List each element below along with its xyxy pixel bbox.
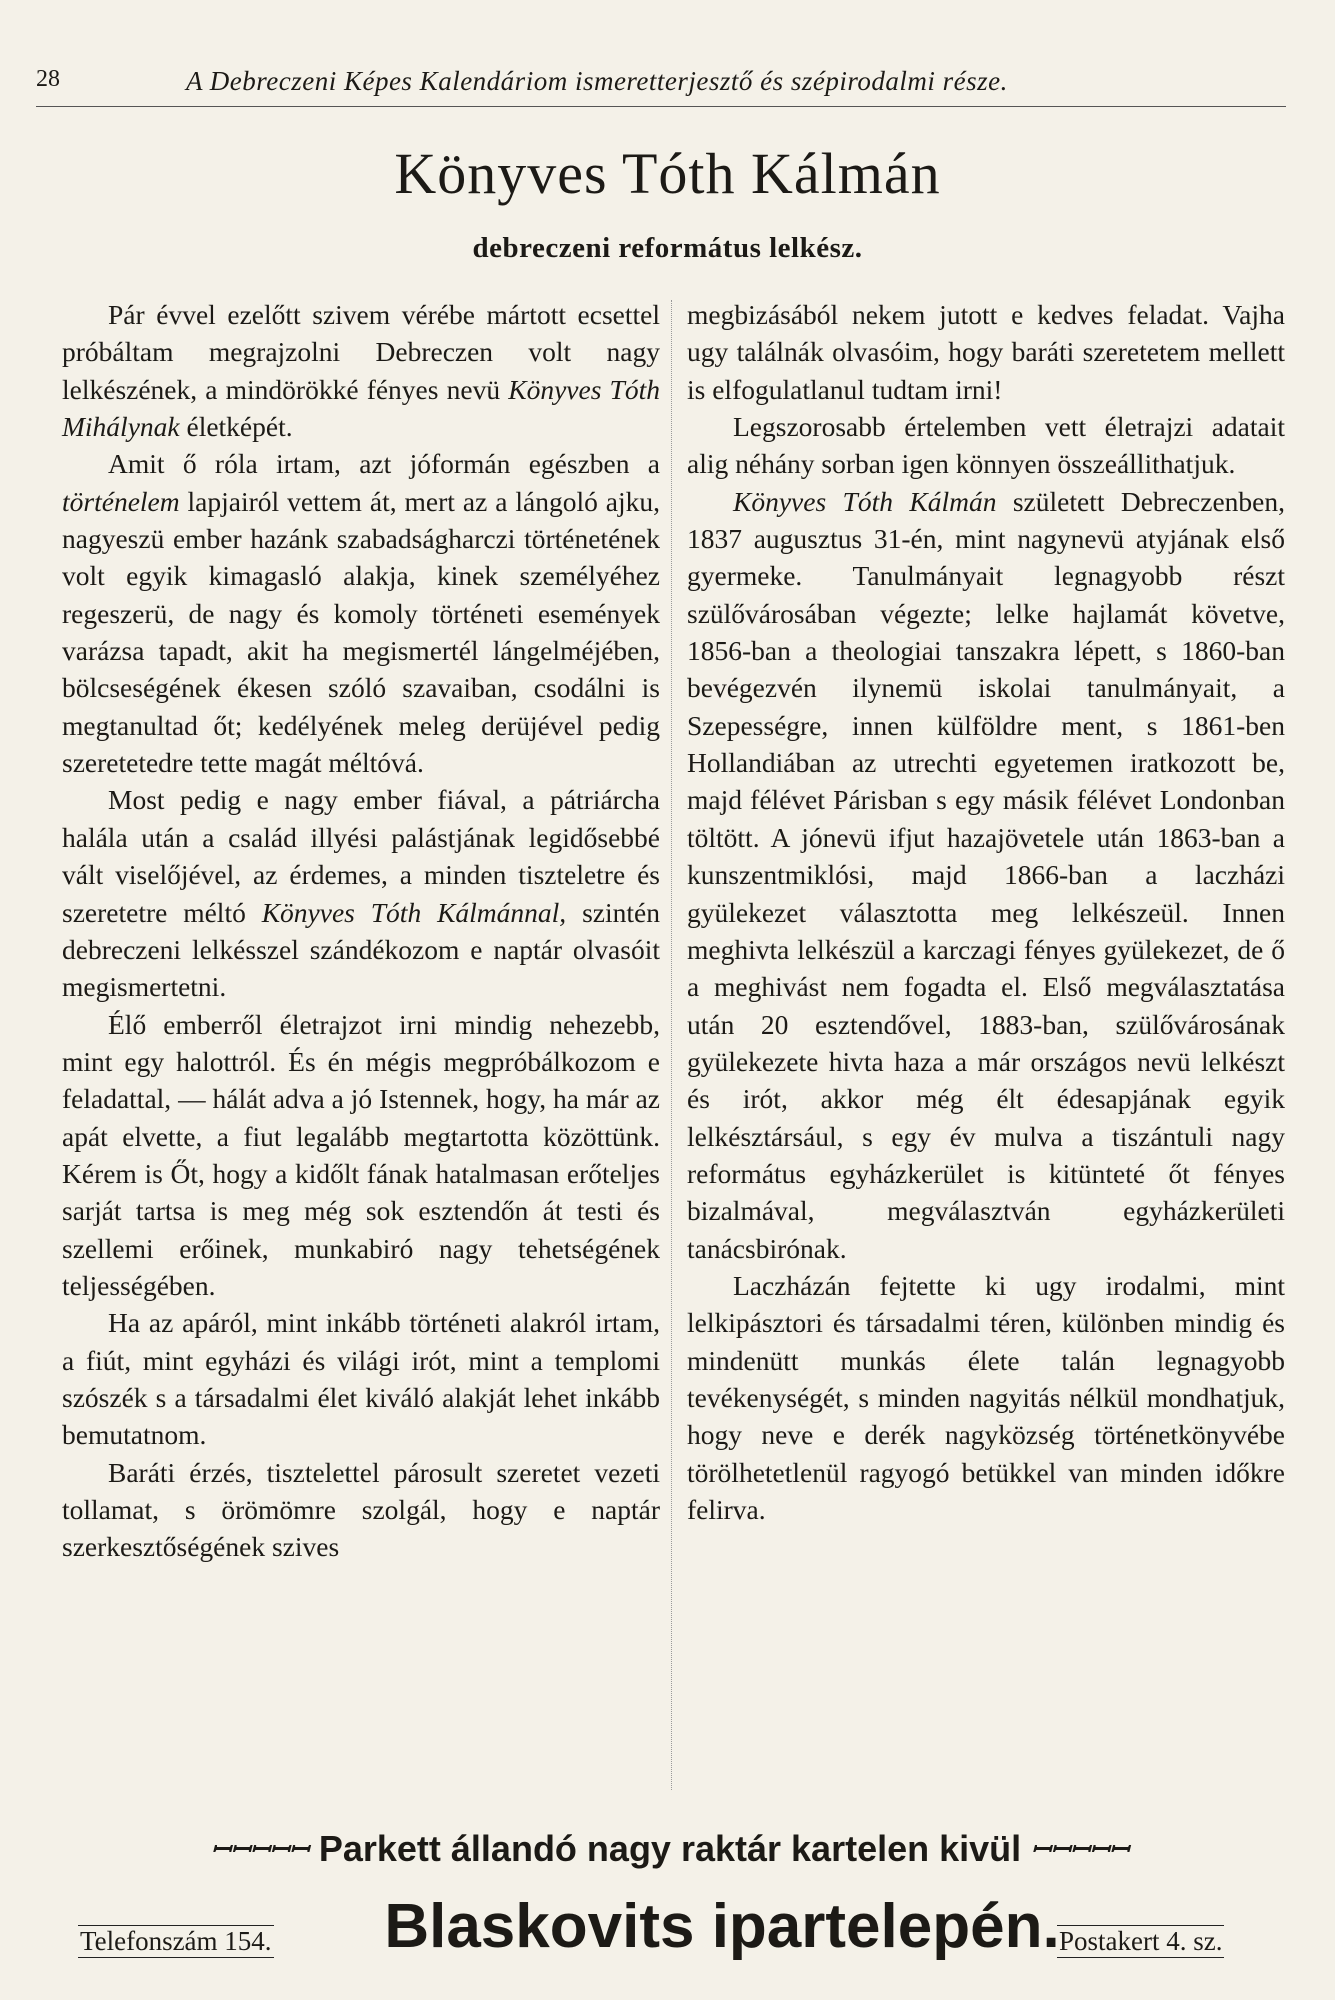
ornament: ꟷꟷꟷꟷꟷ [1031, 1837, 1129, 1864]
article-title: Könyves Tóth Kálmán [394, 141, 941, 206]
ad-phone: Telefonszám 154. [80, 1926, 272, 1956]
paragraph: Amit ő róla irtam, azt jóformán egészben a történelem lapjairól vettem át, mert az a lángoló ajku, nagyeszü ember hazánk szabadságharczi történetének volt egyik kimagasló alakja, kinek személyéhez regeszerü, de nagy és komoly történeti események varázsa tapadt, akit ha megismertél lángelméjében, bölcseségének ékesen szóló szavaiban, csodálni is megtanultad őt; kedélyének meleg derüjével pedig szeretetedre tette magát méltóvá. [62, 448, 660, 779]
advertisement-line [80, 1828, 1260, 1882]
ad-address: Postakert 4. sz. [1059, 1926, 1223, 1956]
ad-headline: Parkett állandó nagy raktár kartelen kivül [318, 1828, 1022, 1869]
paragraph: Könyves Tóth Kálmán született Debreczenben, 1837 augusztus 31-én, mint nagynevü atyjának első gyermeke. Tanulmányait legnagyobb részt szülővárosában végezte; lelke hajlamát követve, 1856-ban a theologiai tanszakra lépett, s 1860-ban bevégezvén ilynemü iskolai tanulmányait, a Szepességre, innen külföldre ment, s 1861-ben Hollandiában az utrechti egyetemen iratkozott be, majd félévet Párisban s egy másik félévet Londonban töltött. A jónevü ifjut hazajövetele után 1863-ban a kunszentmiklósi, majd 1866-ban a laczházi gyülekezet választotta meg lelkészeül. Innen meghivta lelkészül a karczagi fényes gyülekezet, de ő a meghivást nem fogadta el. Első megválasztatása után 20 esztendővel, 1883-ban, szülővárosának gyülekezete hivta haza a már országos nevü lelkészt és irót, akkor még élt édesapjának egyik lelkésztársául, s egy év mulva a tiszántuli nagy református egyházkerület is kitünteté őt fényes bizalmával, megválasztván egyházkerületi tanácsbirónak. [687, 485, 1285, 1264]
paragraph: Élő emberről életrajzot irni mindig nehezebb, mint egy halottról. És én mégis megpróbálkozom e feladattal, — hálát adva a jó Istennek, hogy, ha már az apát elvette, a fiut legalább megtartotta közöttünk. Kérem is Őt, hogy a kidőlt fának hatalmasan erőteljes sarját tartsa is meg még sok esztendőn át testi és szellemi erőinek, munkabiró nagy tehetségének teljességében. [62, 1008, 660, 1301]
column-divider [671, 300, 672, 1790]
paragraph: Pár évvel ezelőtt szivem vérébe mártott ecsettel próbáltam megrajzolni Debreczen volt nagy lelkészének, a mindörökké fényes nevü Könyves Tóth Mihálynak életképét. [62, 299, 660, 443]
paragraph: Most pedig e nagy ember fiával, a pátriárcha halála után a család illyési palástjának legidősebbé vált viselőjével, az érdemes, a minden tiszteletre és szeretetre méltó Könyves Tóth Kálmánnal, szintén debreczeni lelkésszel szándékozom e naptár olvasóit megismertetni. [62, 784, 660, 1003]
paragraph: Baráti érzés, tisztelettel párosult szeretet vezeti tollamat, s örömömre szolgál, hogy e naptár szerkesztőségének szives [62, 1456, 660, 1563]
running-title: A Debreczeni Képes Kalendáriom ismeretterjesztő és szépirodalmi része. [186, 66, 1008, 96]
running-header [36, 62, 1286, 107]
ornament: ꟷꟷꟷꟷꟷ [211, 1837, 309, 1864]
article-subtitle: debreczeni református lelkész. [472, 232, 863, 264]
paragraph: Legszorosabb értelemben vett életrajzi adatait alig néhány sorban igen könnyen összeállithatjuk. [687, 411, 1285, 480]
page-number: 28 [36, 66, 60, 92]
ad-firm-name: Blaskovits ipartelepén. [384, 1892, 1060, 1961]
right-column [687, 296, 1285, 1528]
paragraph: megbizásából nekem jutott e kedves feladat. Vajha ugy találnák olvasóim, hogy baráti szeretetem mellett is elfogulatlanul tudtam irni! [687, 299, 1285, 405]
paragraph: Laczházán fejtette ki ugy irodalmi, mint lelkipásztori és társadalmi téren, különben mindig és mindenütt munkás élete talán legnagyobb tevékenységét, s minden nagyitás nélkül mondhatjuk, hogy neve e derék nagyközség történetkönyvébe törölhetetlenül ragyogó betükkel van minden időkre felirva. [687, 1269, 1285, 1525]
advertisement-footer [72, 1892, 1277, 1975]
paragraph: Ha az apáról, mint inkább történeti alakról irtam, a fiút, mint egyházi és világi irót, mint a templomi szószék s a társadalmi élet kiváló alakját lehet inkább bemutatnom. [62, 1307, 660, 1451]
left-column [62, 296, 660, 1566]
